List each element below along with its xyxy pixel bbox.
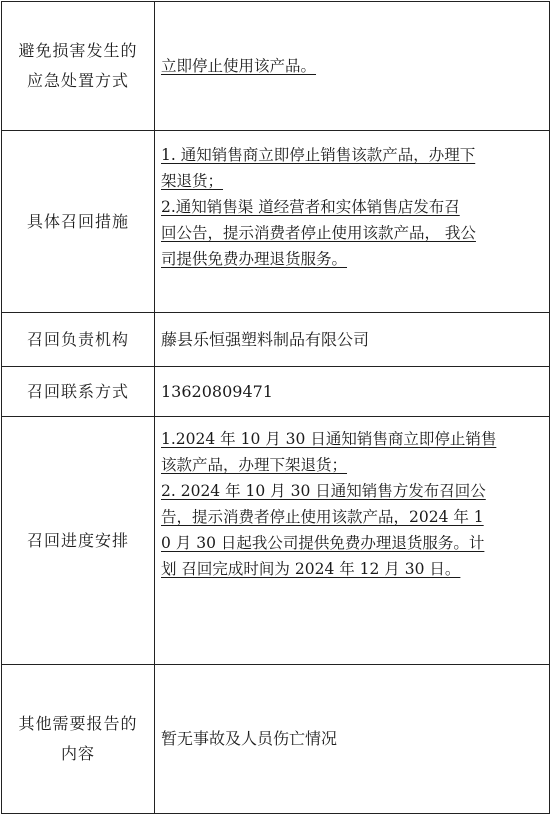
table-row-emergency-handling bbox=[2, 2, 549, 130]
row-value bbox=[155, 665, 549, 813]
row-value bbox=[155, 313, 549, 366]
recall-schedule-line: 该款产品，办理下架退货； bbox=[161, 456, 348, 474]
row-value bbox=[155, 417, 549, 664]
recall-schedule-line: 1.2024 年 10 月 30 日通知销售商立即停止销售 bbox=[161, 430, 497, 448]
row-label-line: 应急处置方式 bbox=[26, 71, 129, 90]
table-row-recall-contact bbox=[2, 366, 549, 416]
table-row-recall-organization bbox=[2, 312, 549, 366]
row-label-line: 内容 bbox=[60, 744, 95, 763]
row-value bbox=[155, 367, 549, 416]
emergency-handling-text: 立即停止使用该产品。 bbox=[161, 57, 317, 75]
row-value bbox=[155, 131, 549, 312]
recall-contact-text: 13620809471 bbox=[161, 381, 273, 401]
row-label: 召回负责机构 bbox=[2, 313, 155, 366]
row-label: 召回联系方式 bbox=[2, 367, 155, 416]
recall-measures-line: 2.通知销售渠 道经营者和实体销售店发布召 bbox=[161, 198, 460, 216]
recall-schedule-line: 0 月 30 日起我公司提供免费办理退货服务。计 bbox=[161, 534, 485, 552]
table-row-other-reports bbox=[2, 664, 549, 813]
row-label: 具体召回措施 bbox=[2, 131, 155, 312]
recall-measures-line: 1. 通知销售商立即停止销售该款产品，办理下 bbox=[161, 146, 476, 164]
row-label bbox=[2, 665, 155, 813]
table-row-recall-schedule bbox=[2, 416, 549, 664]
recall-measures-line: 回公告，提示消费者停止使用该款产品， 我公 bbox=[161, 224, 476, 242]
row-label: 召回进度安排 bbox=[2, 417, 155, 664]
row-label-line: 其他需要报告的 bbox=[18, 714, 138, 733]
row-label-line: 避免损害发生的 bbox=[18, 41, 138, 60]
recall-schedule-line: 2. 2024 年 10 月 30 日通知销售方发布召回公 bbox=[161, 482, 486, 500]
recall-schedule-line: 告，提示消费者停止使用该款产品，2024 年 1 bbox=[161, 508, 484, 526]
row-value bbox=[155, 2, 549, 130]
row-label bbox=[2, 2, 155, 130]
table-row-recall-measures bbox=[2, 130, 549, 312]
other-reports-text: 暂无事故及人员伤亡情况 bbox=[161, 729, 338, 748]
recall-measures-line: 司提供免费办理退货服务。 bbox=[161, 250, 348, 268]
recall-organization-text: 藤县乐恒强塑料制品有限公司 bbox=[161, 329, 370, 349]
recall-measures-line: 架退货； bbox=[161, 172, 224, 190]
recall-info-table bbox=[1, 1, 550, 814]
recall-schedule-line: 划 召回完成时间为 2024 年 12 月 30 日。 bbox=[161, 560, 461, 578]
